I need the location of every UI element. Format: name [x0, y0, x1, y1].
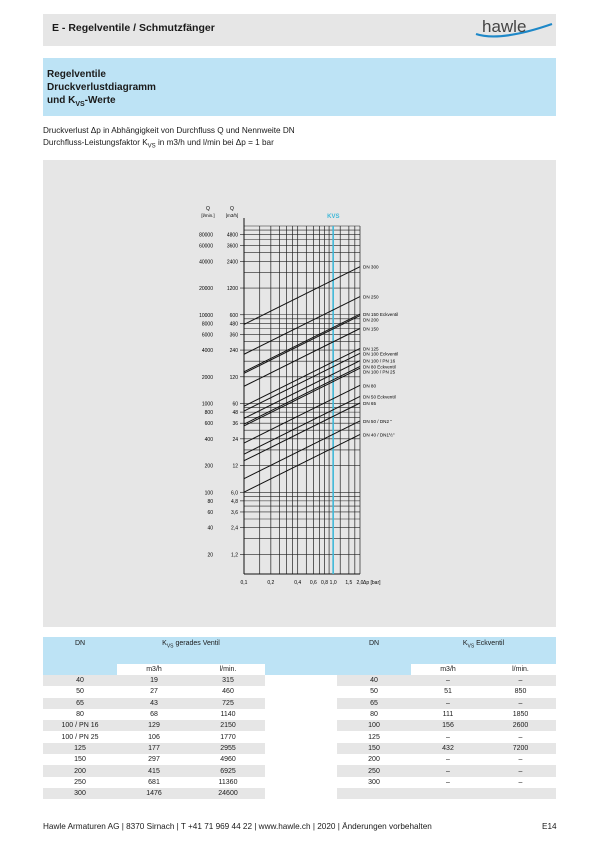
series-line — [244, 316, 360, 374]
cell-dn: 150 — [74, 756, 86, 764]
y-tick-label-lmin: 60 — [207, 509, 213, 516]
y-tick-label-lmin: 1000 — [201, 401, 213, 408]
cell-lmin2: 1850 — [512, 711, 529, 719]
cell-dn2: 100 — [337, 720, 411, 731]
cell-m3h2 — [411, 788, 485, 799]
cell-lmin2: 7200 — [485, 743, 556, 754]
series-label: DN 80 Eckventil — [363, 364, 396, 370]
cell-dn2: 65 — [337, 698, 411, 709]
footer-text: Hawle Armaturen AG | 8370 Sirnach | T +41 71 969 44 22 | www.hawle.ch | 2020 | Änderungen vorbehalten — [43, 822, 432, 831]
cell-m3h2: 156 — [411, 720, 485, 731]
cell-dn: 300 — [43, 788, 117, 799]
series-label: DN 65 — [363, 400, 377, 406]
cell-m3h2: – — [446, 756, 450, 764]
cell-m3h: 19 — [117, 675, 191, 686]
table-row — [43, 709, 556, 720]
series-label: DN 300 — [363, 264, 379, 270]
cell-lmin2: – — [518, 733, 523, 741]
series-line — [244, 314, 360, 372]
cell-dn2 — [337, 788, 411, 799]
cell-lmin: 24600 — [191, 788, 265, 799]
series-label: DN 125 — [363, 346, 379, 352]
y-tick-label-lmin: 80000 — [199, 232, 213, 239]
y-tick-label-m3h: 3600 — [226, 243, 238, 250]
cell-lmin: 2150 — [191, 720, 265, 731]
cell-dn: 50 — [76, 688, 84, 696]
y-tick-label-lmin: 6000 — [201, 332, 213, 339]
y-tick-label-lmin: 8000 — [201, 321, 213, 328]
cell-dn: 250 — [74, 778, 86, 786]
y-tick-label-lmin: 200 — [204, 463, 213, 470]
series-line — [244, 403, 360, 461]
x-tick-label: 1,0 — [329, 580, 337, 586]
cell-lmin2: – — [518, 778, 523, 786]
cell-dn2: 150 — [337, 743, 411, 754]
y-tick-label-lmin: 800 — [204, 410, 213, 417]
cell-m3h: 106 — [148, 733, 160, 741]
x-tick-label: 0,8 — [321, 580, 328, 586]
cell-lmin2: – — [485, 698, 556, 709]
cell-dn2: 80 — [370, 711, 378, 719]
intro-line-2: Durchfluss-Leistungsfaktor $K_{VS}$ in m3/h und l/min bei Δp = 1 bar — [43, 138, 274, 150]
cell-m3h: 129 — [117, 720, 191, 731]
cell-lmin: 11360 — [218, 778, 238, 786]
y-tick-label-lmin: 40000 — [199, 259, 213, 266]
y-tick-label-m3h: 24 — [232, 436, 238, 443]
cell-dn2: 300 — [368, 778, 380, 786]
y-tick-label-lmin: 40 — [207, 525, 213, 532]
cell-m3h: 27 — [150, 688, 158, 696]
series-label: DN 100 / PN 16 — [363, 358, 396, 364]
cell-m3h2: – — [446, 733, 450, 741]
cell-lmin: 2955 — [191, 743, 265, 754]
cell-m3h2: – — [446, 778, 450, 786]
section-line-1: Regelventile — [47, 69, 106, 80]
y-tick-label-lmin: 80 — [207, 498, 213, 505]
th-kvs-angle: $K_{VS}$ Eckventil — [411, 637, 556, 664]
cell-m3h2: 51 — [444, 688, 452, 696]
series-line — [244, 385, 360, 443]
series-label: DN 50 / DN2 " — [363, 418, 392, 424]
cell-m3h: 68 — [150, 711, 158, 719]
x-tick-label: 0,1 — [240, 580, 248, 586]
logo-text: hawle — [482, 17, 527, 36]
series-label: DN 50 Eckventil — [363, 394, 396, 400]
cell-dn: 100 / PN 16 — [43, 720, 117, 731]
cell-m3h: 297 — [148, 756, 160, 764]
hawle-logo — [470, 14, 556, 44]
series-label: DN 150 — [363, 326, 379, 332]
table-row — [43, 675, 556, 686]
series-line — [244, 396, 360, 454]
y-tick-label-m3h: 480 — [229, 321, 238, 328]
y-tick-label-m3h: 36 — [232, 421, 238, 428]
cell-dn2: 50 — [370, 688, 378, 696]
cell-lmin2: 850 — [514, 688, 527, 696]
x-tick-label: 0,4 — [294, 580, 302, 586]
cell-lmin: 460 — [222, 688, 234, 696]
cell-m3h: 1476 — [117, 788, 191, 799]
series-line — [244, 267, 360, 325]
y-tick-label-m3h: 4,8 — [231, 498, 238, 505]
pressure-loss-chart — [180, 196, 420, 586]
cell-lmin: 1770 — [220, 733, 236, 741]
cell-dn: 65 — [43, 698, 117, 709]
y-tick-label-lmin: 4000 — [201, 348, 213, 355]
y-tick-label-m3h: 2,4 — [231, 525, 238, 532]
series-label: DN 100 / PN 25 — [363, 369, 396, 375]
cell-m3h2: 111 — [442, 711, 454, 719]
cell-dn: 100 / PN 25 — [61, 733, 99, 741]
y-tick-label-m3h: 2400 — [226, 259, 238, 266]
series-line — [244, 361, 360, 419]
cell-m3h2: 432 — [411, 743, 485, 754]
y-tick-label-m3h: 360 — [229, 332, 238, 339]
y-tick-label-m3h: 120 — [229, 374, 238, 381]
series-label: DN 100 Eckventil — [363, 351, 399, 357]
cell-m3h: 681 — [148, 778, 160, 786]
y-tick-label-lmin: 60000 — [199, 243, 213, 250]
series-label: DN 80 — [363, 383, 377, 389]
x-axis-label: Δp [bar] — [363, 580, 381, 586]
kvs-table — [43, 637, 556, 799]
header-title: E - Regelventile / Schmutzfänger — [52, 22, 215, 34]
table-row — [43, 743, 556, 754]
section-line-3: und $K_{VS}$-Werte — [47, 95, 116, 108]
table-row — [43, 720, 556, 731]
y-tick-label-lmin: 600 — [204, 421, 213, 428]
y-tick-label-m3h: 48 — [232, 410, 238, 417]
table-row — [43, 754, 556, 765]
y-tick-label-m3h: 600 — [229, 312, 238, 319]
cell-dn: 125 — [43, 743, 117, 754]
cell-lmin2: – — [485, 675, 556, 686]
cell-dn: 80 — [76, 711, 84, 719]
cell-lmin: 1140 — [220, 711, 236, 719]
cell-dn2: 125 — [368, 733, 380, 741]
cell-lmin2: 2600 — [485, 720, 556, 731]
y-tick-label-lmin: 400 — [204, 436, 213, 443]
cell-m3h: 177 — [117, 743, 191, 754]
cell-lmin: 4960 — [220, 756, 236, 764]
y-tick-label-m3h: 240 — [229, 348, 238, 355]
th-unit-lmin-angle: l/min. — [485, 664, 556, 675]
table-row — [43, 765, 556, 776]
table-row — [43, 731, 556, 742]
y-unit-lmin: [l/min.] — [201, 213, 215, 218]
cell-lmin2 — [485, 788, 556, 799]
series-label: DN 200 — [363, 317, 379, 323]
cell-lmin2: – — [518, 756, 523, 764]
y-tick-label-m3h: 12 — [232, 463, 238, 470]
table-row — [43, 686, 556, 697]
y-tick-label-lmin: 100 — [204, 490, 213, 497]
y-label-m3h: Q — [230, 206, 234, 212]
table-row — [43, 698, 556, 709]
y-tick-label-m3h: 3,6 — [231, 509, 238, 516]
cell-dn2: 200 — [368, 756, 380, 764]
intro-line-1: Druckverlust Δp in Abhängigkeit von Durchfluss Q und Nennweite DN — [43, 126, 295, 135]
intro-text — [43, 125, 295, 153]
x-tick-label: 0,6 — [309, 580, 317, 586]
x-tick-label: 1,5 — [345, 580, 353, 586]
cell-m3h2: – — [411, 698, 485, 709]
y-label-lmin: Q — [206, 206, 210, 212]
section-line-2: Druckverlustdiagramm — [47, 82, 156, 93]
cell-m3h2: – — [411, 675, 485, 686]
series-line — [244, 434, 360, 492]
cell-dn2: 40 — [337, 675, 411, 686]
y-tick-label-m3h: 1,2 — [231, 552, 238, 559]
cell-lmin: 6925 — [191, 765, 265, 776]
th-unit-lmin: l/min. — [191, 664, 265, 675]
y-tick-label-lmin: 20000 — [199, 286, 213, 293]
y-tick-label-m3h: 1200 — [226, 286, 238, 293]
cell-dn: 40 — [43, 675, 117, 686]
table-row — [43, 777, 556, 788]
kvs-marker-label: KVS — [327, 214, 340, 220]
y-tick-label-lmin: 2000 — [201, 374, 213, 381]
x-tick-label: 2,0 — [356, 580, 364, 586]
series-label: DN 40 / DN1½" — [363, 432, 395, 438]
y-tick-label-lmin: 20 — [207, 552, 213, 559]
y-unit-m3h: [m3/h] — [225, 213, 239, 218]
series-line — [244, 366, 360, 424]
cell-m3h2: – — [411, 765, 485, 776]
series-line — [244, 353, 360, 411]
y-tick-label-m3h: 60 — [232, 401, 238, 408]
cell-dn2: 250 — [337, 765, 411, 776]
table-row — [43, 788, 556, 799]
th-dn-angle: DN — [337, 637, 411, 664]
series-line — [244, 297, 360, 355]
cell-m3h: 43 — [117, 698, 191, 709]
th-dn: DN — [43, 637, 117, 664]
y-tick-label-m3h: 6,0 — [231, 490, 238, 497]
cell-lmin: 725 — [191, 698, 265, 709]
page-number: E14 — [542, 822, 557, 831]
th-unit-m3h-angle: m3/h — [411, 664, 485, 675]
series-label: DN 250 — [363, 294, 379, 300]
cell-lmin: 315 — [191, 675, 265, 686]
x-tick-label: 0,2 — [267, 580, 275, 586]
th-unit-m3h: m3/h — [117, 664, 191, 675]
series-label: DN 150 Eckventil — [363, 312, 399, 318]
section-title — [47, 68, 156, 111]
cell-lmin2: – — [485, 765, 556, 776]
cell-dn: 200 — [43, 765, 117, 776]
y-tick-label-lmin: 10000 — [199, 312, 213, 319]
th-kvs-straight: $K_{VS}$ gerades Ventil — [117, 637, 265, 664]
y-tick-label-m3h: 4800 — [226, 232, 238, 239]
cell-m3h: 415 — [117, 765, 191, 776]
